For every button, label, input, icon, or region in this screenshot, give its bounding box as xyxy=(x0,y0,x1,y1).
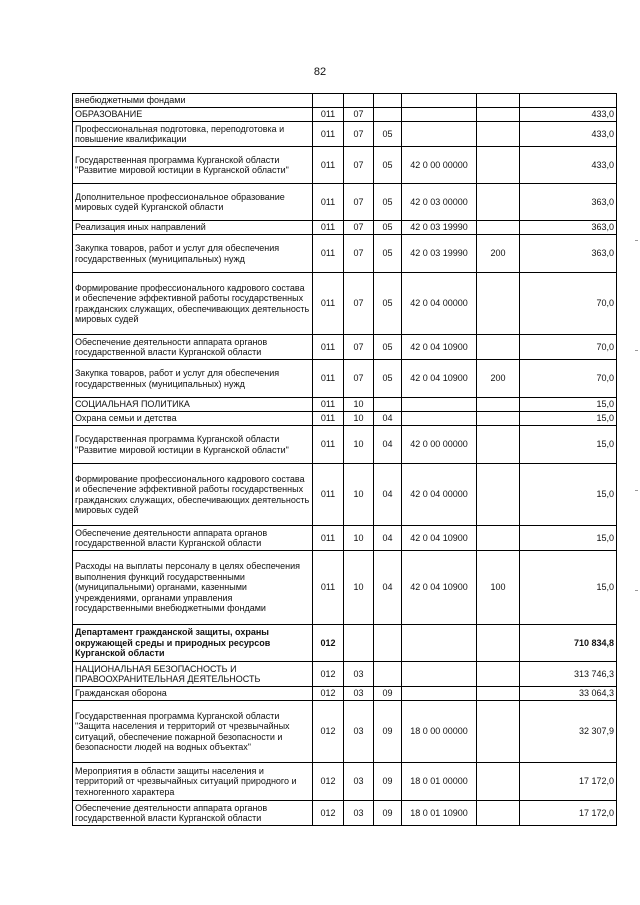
row-sum-cell: 32 307,9 xyxy=(520,701,617,763)
row-name-cell: Расходы на выплаты персоналу в целях обеспечения выполнения функций государственными (муниципальными) органами, казенными учреждениями, органами управления государственными внебюджетными фондами xyxy=(73,551,313,625)
row-vr-cell xyxy=(477,701,520,763)
row-name-cell: Гражданская оборона xyxy=(73,687,313,701)
table-row xyxy=(73,122,617,147)
row-name-cell: Департамент гражданской защиты, охраны окружающей среды и природных ресурсов Курганской области xyxy=(73,625,313,662)
row-pr-cell: 05 xyxy=(374,273,402,335)
row-rz-cell: 07 xyxy=(344,335,374,360)
row-csr-cell xyxy=(402,398,477,412)
row-sum-cell: 15,0 xyxy=(520,426,617,464)
row-gr-cell: 011 xyxy=(313,426,344,464)
row-vr-cell: 200 xyxy=(477,235,520,273)
row-sum-cell: 17 172,0 xyxy=(520,763,617,801)
table-row xyxy=(73,108,617,122)
row-name-cell: Закупка товаров, работ и услуг для обеспечения государственных (муниципальных) нужд xyxy=(73,235,313,273)
row-sum-cell: 313 746,3 xyxy=(520,662,617,687)
row-name-cell: Государственная программа Курганской области "Защита населения и территорий от чрезвычайных ситуаций, обеспечение пожарной безопасности и безопасности людей на водных объектах" xyxy=(73,701,313,763)
row-rz-cell: 03 xyxy=(344,763,374,801)
row-pr-cell: 04 xyxy=(374,426,402,464)
row-name-cell: ОБРАЗОВАНИЕ xyxy=(73,108,313,122)
row-name-cell: Реализация иных направлений xyxy=(73,221,313,235)
row-rz-cell: 07 xyxy=(344,235,374,273)
row-rz-cell: 07 xyxy=(344,184,374,221)
row-gr-cell xyxy=(313,94,344,108)
row-rz-cell: 07 xyxy=(344,221,374,235)
row-csr-cell: 42 0 04 10900 xyxy=(402,526,477,551)
row-sum-cell: 15,0 xyxy=(520,551,617,625)
row-name-cell: Формирование профессионального кадрового состава и обеспечение эффективной работы государственных гражданских служащих, обеспечивающих деятельность мировых судей xyxy=(73,273,313,335)
row-gr-cell: 011 xyxy=(313,273,344,335)
table-row xyxy=(73,426,617,464)
row-sum-cell: 15,0 xyxy=(520,412,617,426)
row-csr-cell xyxy=(402,412,477,426)
row-csr-cell xyxy=(402,94,477,108)
row-rz-cell: 07 xyxy=(344,147,374,184)
table-row xyxy=(73,551,617,625)
row-sum-cell: 15,0 xyxy=(520,526,617,551)
row-vr-cell xyxy=(477,464,520,526)
row-name-cell: Профессиональная подготовка, переподготовка и повышение квалификации xyxy=(73,122,313,147)
row-vr-cell xyxy=(477,625,520,662)
row-sum-cell: 363,0 xyxy=(520,221,617,235)
row-pr-cell: 04 xyxy=(374,551,402,625)
row-vr-cell xyxy=(477,412,520,426)
row-name-cell: НАЦИОНАЛЬНАЯ БЕЗОПАСНОСТЬ И ПРАВООХРАНИТЕЛЬНАЯ ДЕЯТЕЛЬНОСТЬ xyxy=(73,662,313,687)
table-row xyxy=(73,464,617,526)
row-csr-cell: 42 0 03 19990 xyxy=(402,235,477,273)
row-rz-cell: 10 xyxy=(344,526,374,551)
row-csr-cell: 18 0 00 00000 xyxy=(402,701,477,763)
row-sum-cell xyxy=(520,94,617,108)
row-csr-cell xyxy=(402,122,477,147)
row-gr-cell: 011 xyxy=(313,221,344,235)
row-gr-cell: 011 xyxy=(313,108,344,122)
row-sum-cell: 15,0 xyxy=(520,398,617,412)
row-name-cell: Обеспечение деятельности аппарата органов государственной власти Курганской области xyxy=(73,526,313,551)
row-sum-cell: 15,0 xyxy=(520,464,617,526)
row-csr-cell: 42 0 04 00000 xyxy=(402,464,477,526)
row-gr-cell: 012 xyxy=(313,701,344,763)
row-pr-cell: 05 xyxy=(374,147,402,184)
budget-table xyxy=(72,93,617,826)
row-sum-cell: 70,0 xyxy=(520,273,617,335)
row-pr-cell xyxy=(374,398,402,412)
row-pr-cell: 09 xyxy=(374,687,402,701)
row-csr-cell xyxy=(402,625,477,662)
row-rz-cell: 03 xyxy=(344,701,374,763)
row-csr-cell: 42 0 03 19990 xyxy=(402,221,477,235)
table-row xyxy=(73,94,617,108)
row-gr-cell: 011 xyxy=(313,184,344,221)
row-gr-cell: 011 xyxy=(313,360,344,398)
row-gr-cell: 011 xyxy=(313,551,344,625)
row-name-cell: СОЦИАЛЬНАЯ ПОЛИТИКА xyxy=(73,398,313,412)
row-rz-cell: 03 xyxy=(344,801,374,826)
row-pr-cell: 05 xyxy=(374,221,402,235)
row-csr-cell xyxy=(402,687,477,701)
table-row xyxy=(73,801,617,826)
row-pr-cell xyxy=(374,625,402,662)
table-row xyxy=(73,235,617,273)
row-vr-cell xyxy=(477,687,520,701)
row-csr-cell: 42 0 00 00000 xyxy=(402,147,477,184)
row-gr-cell: 011 xyxy=(313,147,344,184)
table-row xyxy=(73,360,617,398)
row-sum-cell: 17 172,0 xyxy=(520,801,617,826)
row-rz-cell xyxy=(344,625,374,662)
row-pr-cell: 05 xyxy=(374,184,402,221)
row-pr-cell: 04 xyxy=(374,412,402,426)
table-row xyxy=(73,412,617,426)
table-row xyxy=(73,625,617,662)
row-name-cell: Закупка товаров, работ и услуг для обеспечения государственных (муниципальных) нужд xyxy=(73,360,313,398)
row-gr-cell: 012 xyxy=(313,763,344,801)
row-name-cell: Формирование профессионального кадрового состава и обеспечение эффективной работы государственных гражданских служащих, обеспечивающих деятельность мировых судей xyxy=(73,464,313,526)
row-rz-cell: 10 xyxy=(344,398,374,412)
row-vr-cell xyxy=(477,662,520,687)
table-row xyxy=(73,335,617,360)
row-pr-cell: 05 xyxy=(374,360,402,398)
row-gr-cell: 011 xyxy=(313,235,344,273)
row-gr-cell: 012 xyxy=(313,625,344,662)
row-vr-cell xyxy=(477,184,520,221)
row-rz-cell: 10 xyxy=(344,412,374,426)
row-rz-cell: 07 xyxy=(344,122,374,147)
row-gr-cell: 011 xyxy=(313,398,344,412)
row-name-cell: Государственная программа Курганской области "Развитие мировой юстиции в Курганской области" xyxy=(73,147,313,184)
row-csr-cell: 42 0 04 00000 xyxy=(402,273,477,335)
table-row xyxy=(73,701,617,763)
row-csr-cell: 18 0 01 00000 xyxy=(402,763,477,801)
row-rz-cell: 03 xyxy=(344,687,374,701)
row-rz-cell: 10 xyxy=(344,426,374,464)
row-rz-cell: 07 xyxy=(344,108,374,122)
table-row xyxy=(73,526,617,551)
row-csr-cell: 42 0 04 10900 xyxy=(402,335,477,360)
table-row xyxy=(73,184,617,221)
row-name-cell: Дополнительное профессиональное образование мировых судей Курганской области xyxy=(73,184,313,221)
row-csr-cell: 42 0 00 00000 xyxy=(402,426,477,464)
row-name-cell: Государственная программа Курганской области "Развитие мировой юстиции в Курганской области" xyxy=(73,426,313,464)
row-pr-cell: 09 xyxy=(374,701,402,763)
row-name-cell: Охрана семьи и детства xyxy=(73,412,313,426)
row-pr-cell: 05 xyxy=(374,235,402,273)
table-row xyxy=(73,273,617,335)
row-pr-cell xyxy=(374,662,402,687)
row-pr-cell: 04 xyxy=(374,526,402,551)
row-vr-cell xyxy=(477,221,520,235)
row-csr-cell: 42 0 04 10900 xyxy=(402,551,477,625)
row-csr-cell: 42 0 04 10900 xyxy=(402,360,477,398)
row-vr-cell xyxy=(477,398,520,412)
row-vr-cell xyxy=(477,526,520,551)
row-vr-cell xyxy=(477,94,520,108)
row-gr-cell: 011 xyxy=(313,335,344,360)
row-csr-cell xyxy=(402,662,477,687)
row-gr-cell: 011 xyxy=(313,464,344,526)
table-row xyxy=(73,763,617,801)
row-sum-cell: 433,0 xyxy=(520,108,617,122)
row-csr-cell: 18 0 01 10900 xyxy=(402,801,477,826)
row-sum-cell: 33 064,3 xyxy=(520,687,617,701)
row-pr-cell: 04 xyxy=(374,464,402,526)
row-sum-cell: 70,0 xyxy=(520,335,617,360)
row-vr-cell xyxy=(477,335,520,360)
row-gr-cell: 012 xyxy=(313,801,344,826)
table-row xyxy=(73,147,617,184)
row-vr-cell: 200 xyxy=(477,360,520,398)
row-gr-cell: 012 xyxy=(313,662,344,687)
row-pr-cell: 09 xyxy=(374,763,402,801)
row-vr-cell xyxy=(477,801,520,826)
row-rz-cell: 10 xyxy=(344,551,374,625)
row-vr-cell xyxy=(477,108,520,122)
row-vr-cell xyxy=(477,763,520,801)
row-name-cell: Обеспечение деятельности аппарата органов государственной власти Курганской области xyxy=(73,801,313,826)
row-csr-cell: 42 0 03 00000 xyxy=(402,184,477,221)
row-rz-cell: 10 xyxy=(344,464,374,526)
table-row xyxy=(73,221,617,235)
row-vr-cell xyxy=(477,273,520,335)
row-pr-cell: 05 xyxy=(374,122,402,147)
row-pr-cell: 05 xyxy=(374,335,402,360)
row-rz-cell xyxy=(344,94,374,108)
row-sum-cell: 433,0 xyxy=(520,147,617,184)
row-gr-cell: 011 xyxy=(313,122,344,147)
row-gr-cell: 011 xyxy=(313,412,344,426)
table-row xyxy=(73,662,617,687)
row-rz-cell: 03 xyxy=(344,662,374,687)
row-vr-cell: 100 xyxy=(477,551,520,625)
row-vr-cell xyxy=(477,426,520,464)
row-pr-cell: 09 xyxy=(374,801,402,826)
scan-edge-marks xyxy=(632,230,638,630)
row-sum-cell: 70,0 xyxy=(520,360,617,398)
row-pr-cell xyxy=(374,94,402,108)
row-name-cell: внебюджетными фондами xyxy=(73,94,313,108)
table-body xyxy=(73,94,617,826)
row-gr-cell: 012 xyxy=(313,687,344,701)
row-gr-cell: 011 xyxy=(313,526,344,551)
row-vr-cell xyxy=(477,147,520,184)
row-vr-cell xyxy=(477,122,520,147)
row-rz-cell: 07 xyxy=(344,273,374,335)
row-csr-cell xyxy=(402,108,477,122)
row-name-cell: Обеспечение деятельности аппарата органов государственной власти Курганской области xyxy=(73,335,313,360)
table-row xyxy=(73,398,617,412)
row-name-cell: Мероприятия в области защиты населения и территорий от чрезвычайных ситуаций природного и техногенного характера xyxy=(73,763,313,801)
row-sum-cell: 433,0 xyxy=(520,122,617,147)
row-pr-cell xyxy=(374,108,402,122)
table-row xyxy=(73,687,617,701)
row-sum-cell: 363,0 xyxy=(520,184,617,221)
page-number: 82 xyxy=(313,66,327,78)
row-sum-cell: 710 834,8 xyxy=(520,625,617,662)
row-rz-cell: 07 xyxy=(344,360,374,398)
row-sum-cell: 363,0 xyxy=(520,235,617,273)
